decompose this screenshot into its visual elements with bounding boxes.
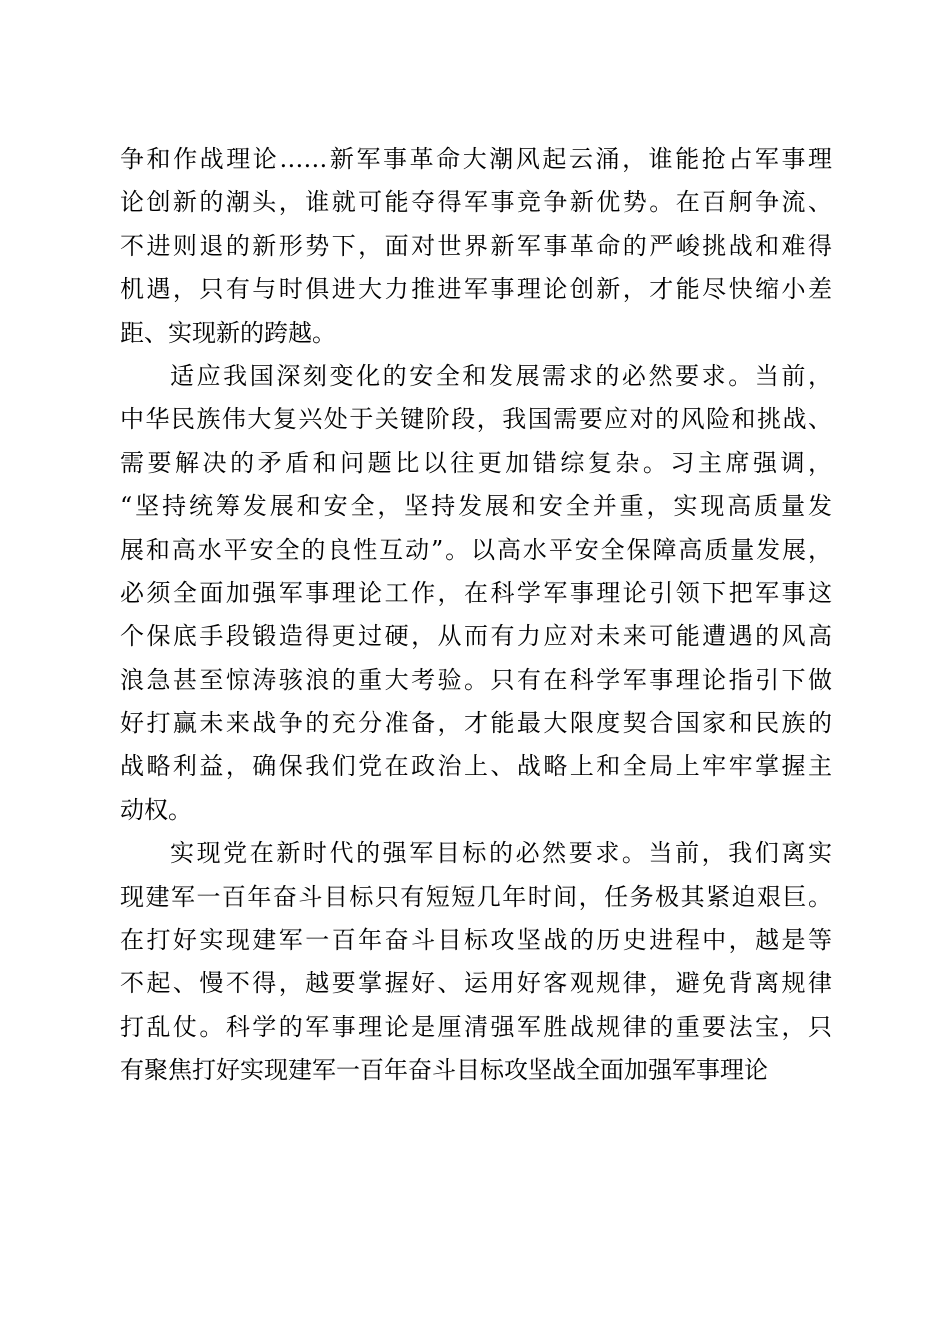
- text-line: 需要解决的矛盾和问题比以往更加错综复杂。习主席强调，: [120, 448, 832, 477]
- text-line: 动权。: [120, 795, 192, 824]
- text-line: 争和作战理论……新军事革命大潮风起云涌，谁能抢占军事理: [120, 145, 832, 173]
- text-line: 适应我国深刻变化的安全和发展需求的必然要求。当前，: [170, 361, 832, 390]
- body-text: [120, 138, 832, 1093]
- paragraph: [120, 832, 832, 1092]
- text-line: 不进则退的新形势下，面对世界新军事革命的严峻挑战和难得: [120, 231, 832, 260]
- paragraph: [120, 355, 832, 832]
- text-line: 现建军一百年奋斗目标只有短短几年时间，任务极其紧迫艰巨。: [120, 882, 832, 911]
- text-line: 在打好实现建军一百年奋斗目标攻坚战的历史进程中，越是等: [120, 926, 832, 955]
- text-line: 距、实现新的跨越。: [120, 318, 336, 347]
- text-line: 好打赢未来战争的充分准备，才能最大限度契合国家和民族的: [120, 709, 832, 738]
- text-line: 个保底手段锻造得更过硬，从而有力应对未来可能遭遇的风高: [120, 622, 832, 651]
- text-line: 实现党在新时代的强军目标的必然要求。当前，我们离实: [170, 839, 832, 868]
- text-line: 必须全面加强军事理论工作，在科学军事理论引领下把军事这: [120, 578, 832, 607]
- text-line: 战略利益，确保我们党在政治上、战略上和全局上牢牢掌握主: [120, 752, 832, 781]
- text-line: “坚持统筹发展和安全，坚持发展和安全并重，实现高质量发: [120, 492, 832, 521]
- text-line: 有聚焦打好实现建军一百年奋斗目标攻坚战全面加强军事理论: [120, 1056, 768, 1085]
- text-line: 论创新的潮头，谁就可能夺得军事竞争新优势。在百舸争流、: [120, 188, 832, 217]
- text-line: 浪急甚至惊涛骇浪的重大考验。只有在科学军事理论指引下做: [120, 665, 832, 694]
- text-line: 中华民族伟大复兴处于关键阶段，我国需要应对的风险和挑战、: [120, 405, 832, 434]
- text-line: 不起、慢不得，越要掌握好、运用好客观规律，避免背离规律: [120, 969, 832, 998]
- text-line: 打乱仗。科学的军事理论是厘清强军胜战规律的重要法宝，只: [120, 1012, 832, 1041]
- paragraph: [120, 138, 832, 355]
- text-line: 展和高水平安全的良性互动”。以高水平安全保障高质量发展，: [120, 535, 832, 564]
- text-line: 机遇，只有与时俱进大力推进军事理论创新，才能尽快缩小差: [120, 275, 832, 304]
